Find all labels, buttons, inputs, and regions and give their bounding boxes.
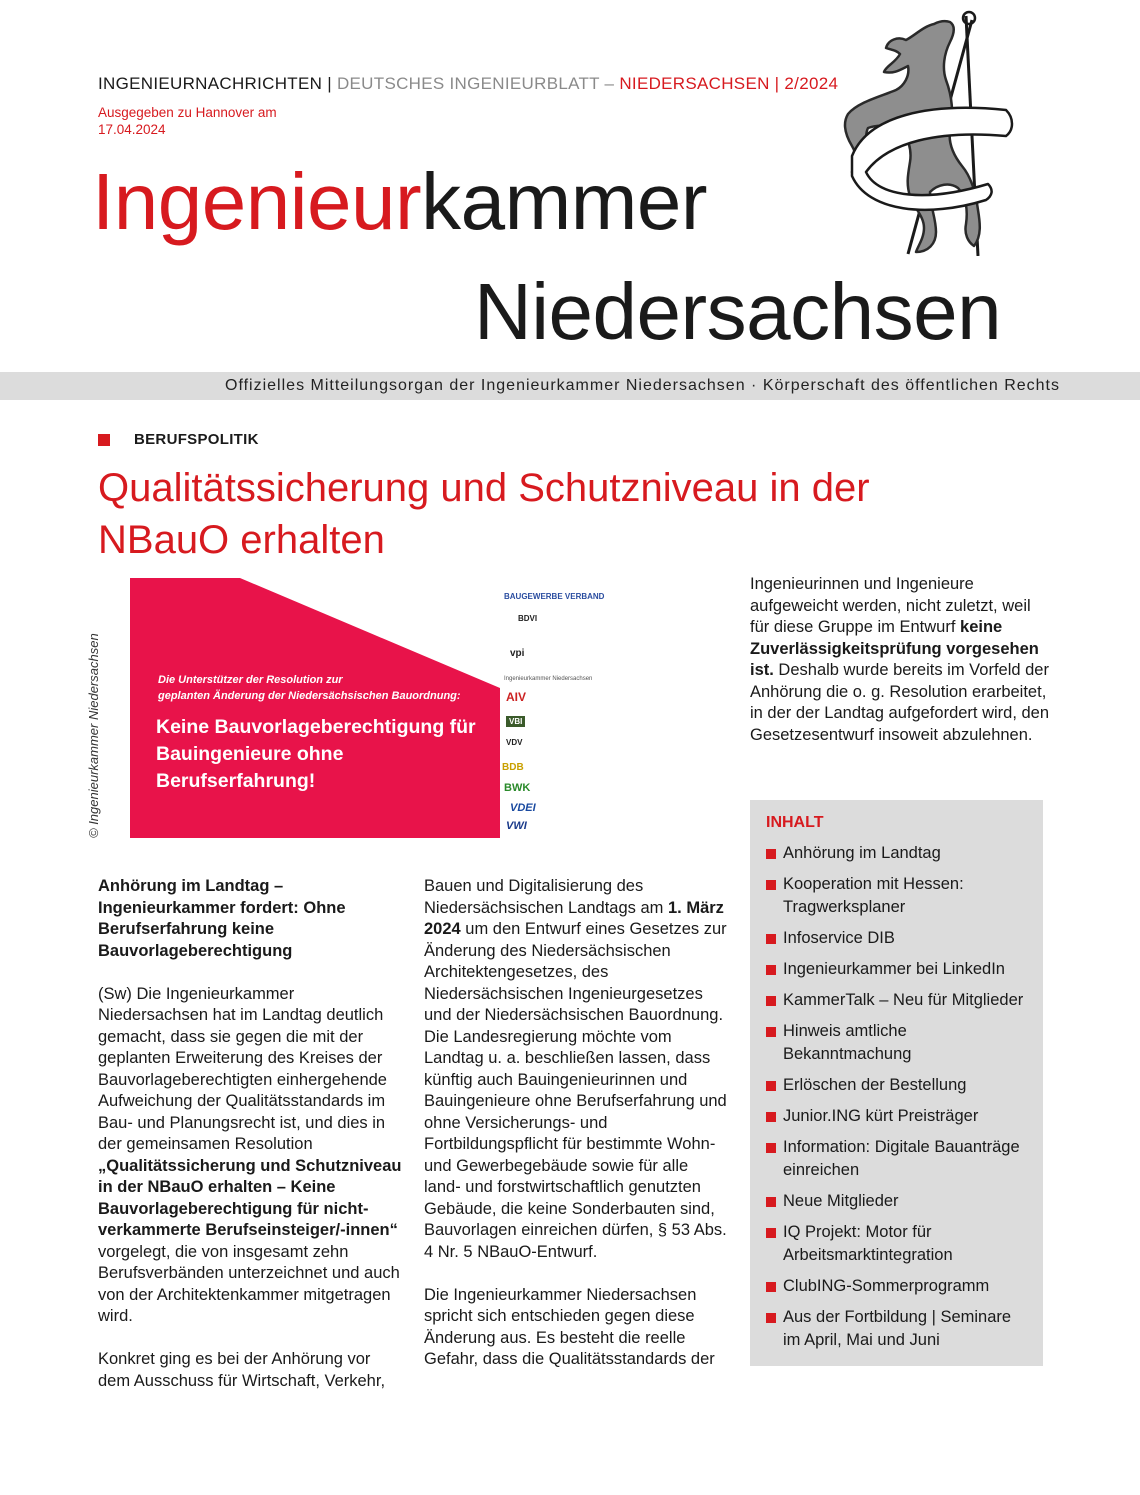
- resolution-poster: [130, 578, 500, 838]
- p5-text-a: Ingenieurinnen und Ingenieure aufgeweicht werden, nicht zuletzt, weil für diese Gruppe im Entwurf: [750, 575, 1031, 636]
- logo-bwk: BWK: [504, 782, 531, 794]
- article-column-2: [424, 876, 729, 1392]
- masthead-part1: INGENIEURNACHRICHTEN: [98, 74, 323, 93]
- p5-text-bold: keine Zuverlässigkeitsprüfung vorgesehen ist.: [750, 618, 1039, 679]
- poster-small-line1: Die Unterstützer der Resolution zur: [158, 674, 343, 686]
- section-label: BERUFSPOLITIK: [134, 431, 259, 448]
- toc-item[interactable]: Erlöschen der Bestellung: [766, 1074, 1031, 1097]
- logo-bdvi: BDVI: [518, 614, 538, 623]
- masthead-part2: DEUTSCHES INGENIEURBLATT –: [336, 74, 615, 93]
- p3-text-b: um den Entwurf eines Gesetzes zur Änderung des Niedersächsischen Architektengesetzes, des Niedersächsischen Ingenieurgesetzes und der Niedersächsischen Bauordnung. Die Landesregierung möchte vom Landtag u. a. beschließen lassen, dass künftig auch Bauingenieurinnen und Bauingenieure ohne Berufserfahrung und ohne Versicherungs- und Fortbildungspflicht für bestimmte Wohn- und Gewerbegebäude sowie für alle land- und forstwirtschaftlich genutzten Gebäude, die keine Sonderbauten sind, Bauvorlagen einreichen dürfen, § 53 Abs. 4 Nr. 5 NBauO-Entwurf.: [424, 920, 727, 1261]
- toc-item[interactable]: Ingenieurkammer bei LinkedIn: [766, 958, 1031, 981]
- logo-vbi: VBI: [506, 716, 525, 727]
- p1-text-b: vorgelegt, die von insgesamt zehn Berufsverbänden unterzeichnet und auch von der Architektenkammer mitgetragen wird.: [98, 1242, 400, 1325]
- logo-vdei: VDEI: [510, 802, 536, 814]
- article-column-3: [750, 574, 1050, 768]
- toc-item[interactable]: Information: Digitale Bauanträge einreichen: [766, 1136, 1031, 1182]
- article-column-1: [98, 876, 403, 1414]
- toc-item[interactable]: Kooperation mit Hessen: Tragwerksplaner: [766, 873, 1031, 919]
- logo-bdb: BDB: [502, 762, 524, 773]
- p3-text-bold: 1. März 2024: [424, 898, 724, 938]
- issue-line2: 17.04.2024: [98, 122, 166, 137]
- issue-line1: Ausgegeben zu Hannover am: [98, 105, 277, 120]
- p5-text-b: Deshalb wurde bereits im Vorfeld der Anhörung die o. g. Resolution erarbeitet, in der der Landtag aufgefordert wird, den Gesetzesentwurf insoweit abzulehnen.: [750, 661, 1050, 744]
- supporter-logos: [500, 586, 605, 836]
- logo-vpi: vpi: [510, 648, 525, 659]
- toc-item[interactable]: Infoservice DIB: [766, 927, 1031, 950]
- poster-big-text: [156, 714, 501, 795]
- headline: Qualitätssicherung und Schutzniveau in der NBauO erhalten: [98, 466, 870, 562]
- article-paragraph-4: Die Ingenieurkammer Niedersachsen spricht sich entschieden gegen diese Änderung aus. Es besteht die reelle Gefahr, dass die Qualitätsstandards der: [424, 1285, 715, 1368]
- horse-logo-icon: [838, 6, 1016, 256]
- title-line2: Niedersachsen: [474, 267, 1002, 356]
- image-credit: © Ingenieurkammer Niedersachsen: [86, 633, 101, 838]
- article-subheading: Anhörung im Landtag – Ingenieurkammer fordert: Ohne Berufserfahrung keine Bauvorlageberechtigung: [98, 877, 346, 960]
- p3-text-a: Bauen und Digitalisierung des Niedersächsischen Landtags am: [424, 877, 668, 917]
- issue-date: [98, 104, 328, 138]
- article-paragraph-2: Konkret ging es bei der Anhörung vor dem Ausschuss für Wirtschaft, Verkehr,: [98, 1350, 386, 1390]
- banner-text: Offizielles Mitteilungsorgan der Ingenieurkammer Niedersachsen · Körperschaft des öffentlichen Rechts: [225, 377, 1060, 394]
- p1-text-a: (Sw) Die Ingenieurkammer Niedersachsen hat im Landtag deutlich gemacht, dass sie gegen die mit der geplanten Erweiterung des Kreises der Bauvorlageberechtigten einhergehende Aufweichung der Qualitätsstandards im Bau- und Planungsrecht ist, und dies in der gemeinsamen Resolution: [98, 984, 387, 1153]
- toc-item[interactable]: ClubING-Sommerprogramm: [766, 1275, 1031, 1298]
- masthead-separator: |: [327, 74, 332, 93]
- article-paragraph-3: [424, 876, 729, 1263]
- toc-item[interactable]: KammerTalk – Neu für Mitglieder: [766, 989, 1031, 1012]
- banner-strip: [0, 372, 1140, 400]
- article-paragraph-1: [98, 984, 403, 1328]
- poster-big-line2: Bauingenieure ohne Berufserfahrung!: [156, 743, 344, 792]
- toc-item[interactable]: IQ Projekt: Motor für Arbeitsmarktintegration: [766, 1221, 1031, 1267]
- title-black: kammer: [421, 157, 707, 246]
- title-line1: [92, 152, 707, 252]
- logo-vwi: VWI: [506, 820, 527, 832]
- toc-item[interactable]: Aus der Fortbildung | Seminare im April, Mai und Juni: [766, 1306, 1031, 1352]
- table-of-contents: [750, 800, 1043, 1366]
- p1-text-bold: „Qualitätssicherung und Schutzniveau in der NBauO erhalten – Keine Bauvorlageberechtigung für nicht-verkammerte Berufseinsteiger/-innen“: [98, 1156, 402, 1239]
- toc-item[interactable]: Hinweis amtliche Bekanntmachung: [766, 1020, 1031, 1066]
- poster-big-line1: Keine Bauvorlageberechtigung für: [156, 716, 476, 738]
- masthead-line: [98, 74, 838, 94]
- logo-baugewerbe: BAUGEWERBE VERBAND: [504, 592, 605, 601]
- title-red: Ingenieur: [92, 157, 422, 246]
- toc-item[interactable]: Neue Mitglieder: [766, 1190, 1031, 1213]
- toc-item[interactable]: Junior.ING kürt Preisträger: [766, 1105, 1031, 1128]
- toc-item[interactable]: Anhörung im Landtag: [766, 842, 1031, 865]
- masthead-part3: NIEDERSACHSEN | 2/2024: [619, 74, 839, 93]
- logo-aiv: AIV: [506, 690, 527, 704]
- poster-small-line2: geplanten Änderung der Niedersächsischen Bauordnung:: [158, 690, 461, 702]
- logo-ingenieurkammer: Ingenieurkammer Niedersachsen: [504, 676, 593, 682]
- article-paragraph-5: [750, 574, 1050, 746]
- poster-small-text: [158, 672, 488, 704]
- logo-vdv: VDV: [506, 738, 523, 747]
- section-marker: [98, 434, 110, 446]
- toc-title: INHALT: [766, 814, 824, 831]
